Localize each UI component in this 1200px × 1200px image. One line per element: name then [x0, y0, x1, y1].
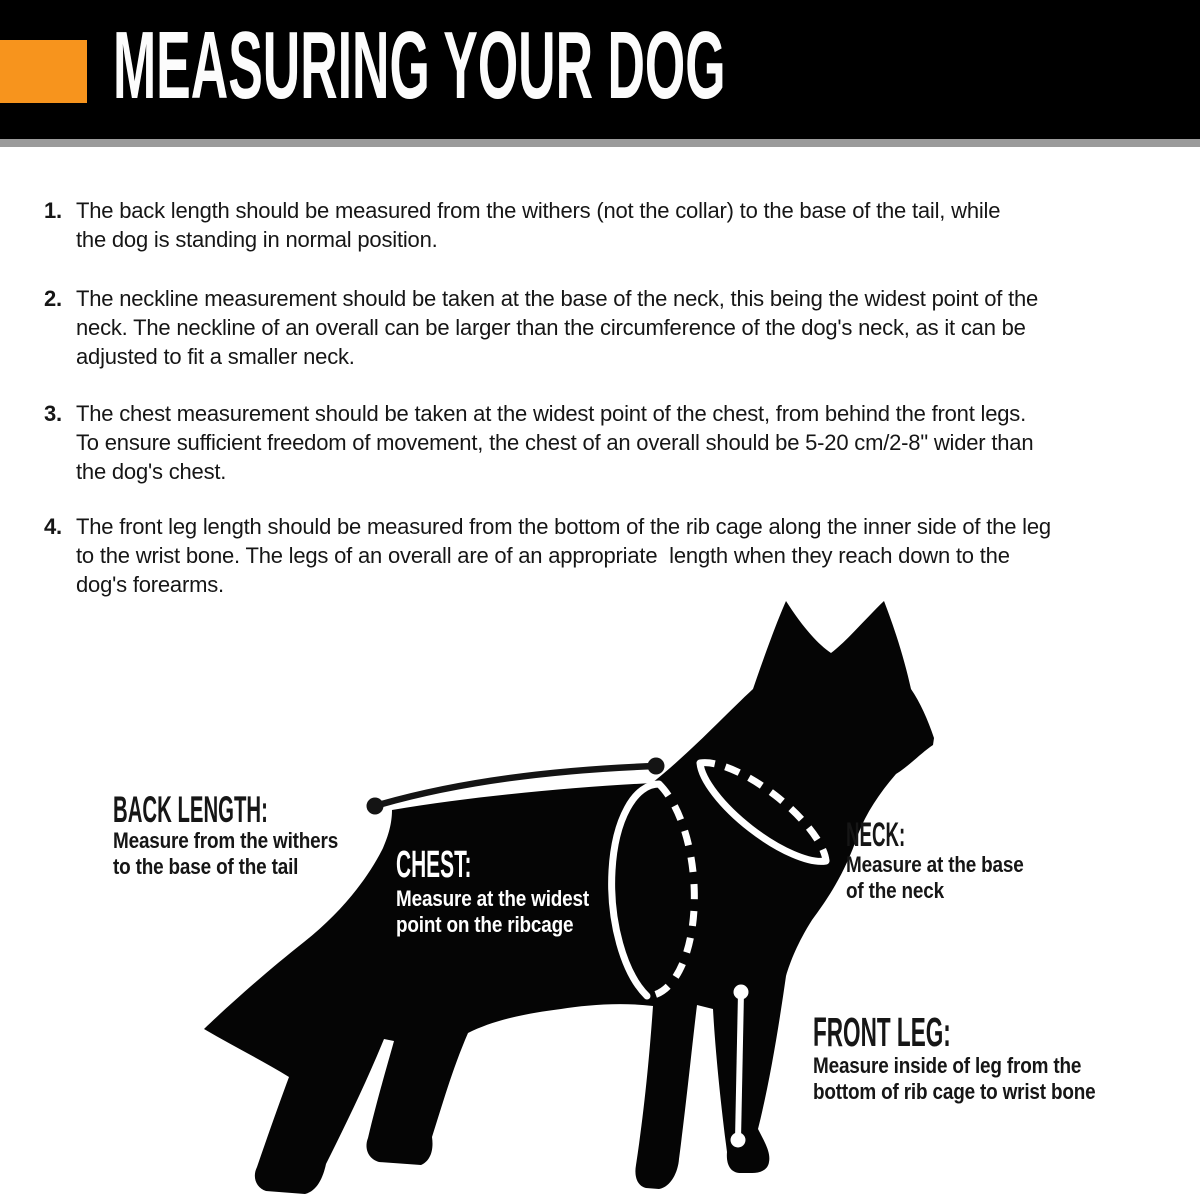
instruction-line: the dog is standing in normal position.: [76, 227, 438, 252]
front-leg-dot-top: [734, 985, 749, 1000]
label-line: bottom of rib cage to wrist bone: [813, 1079, 1096, 1104]
instruction-line: dog's forearms.: [76, 572, 224, 597]
instruction-number: 2.: [44, 286, 62, 311]
front-leg-description: [813, 1053, 1096, 1105]
back-length-description: [113, 828, 338, 880]
instruction-number: 3.: [44, 401, 62, 426]
back-length-dot-start: [367, 798, 384, 815]
chest-title: CHEST:: [396, 844, 472, 886]
back-length-dot-end: [648, 758, 665, 775]
instruction-number: 1.: [44, 198, 62, 223]
label-line: point on the ribcage: [396, 912, 574, 937]
label-line: Measure at the widest: [396, 886, 590, 911]
label-line: Measure inside of leg from the: [813, 1053, 1082, 1078]
instruction-line: the dog's chest.: [76, 459, 227, 484]
instruction-line: The chest measurement should be taken at the widest point of the chest, from behind the front legs.: [76, 401, 1026, 426]
instruction-line: to the wrist bone. The legs of an overall are of an appropriate length when they reach down to the: [76, 543, 1010, 568]
neck-description: [846, 852, 1024, 904]
page-title: MEASURING YOUR DOG: [113, 12, 726, 119]
neck-title: NECK:: [846, 816, 906, 854]
front-leg-title: FRONT LEG:: [813, 1009, 951, 1055]
label-line: to the base of the tail: [113, 854, 299, 879]
instruction-line: The front leg length should be measured from the bottom of the rib cage along the inner side of the leg: [76, 514, 1051, 539]
label-line: of the neck: [846, 878, 944, 903]
chest-description: [396, 886, 589, 938]
label-line: Measure from the withers: [113, 828, 339, 853]
front-leg-dot-bottom: [731, 1133, 746, 1148]
back-length-title: BACK LENGTH:: [113, 789, 268, 830]
instruction-number: 4.: [44, 514, 62, 539]
instruction-line: neck. The neckline of an overall can be larger than the circumference of the dog's neck, as it can be: [76, 315, 1026, 340]
instruction-line: The neckline measurement should be taken at the base of the neck, this being the widest point of the: [76, 286, 1039, 311]
instruction-line: adjusted to fit a smaller neck.: [76, 344, 355, 369]
instruction-line: The back length should be measured from the withers (not the collar) to the base of the tail, while: [76, 198, 1001, 223]
instruction-line: To ensure sufficient freedom of movement, the chest of an overall should be 5-20 cm/2-8" wider than: [76, 430, 1034, 455]
front-leg-line: [738, 992, 741, 1140]
label-line: Measure at the base: [846, 852, 1024, 877]
